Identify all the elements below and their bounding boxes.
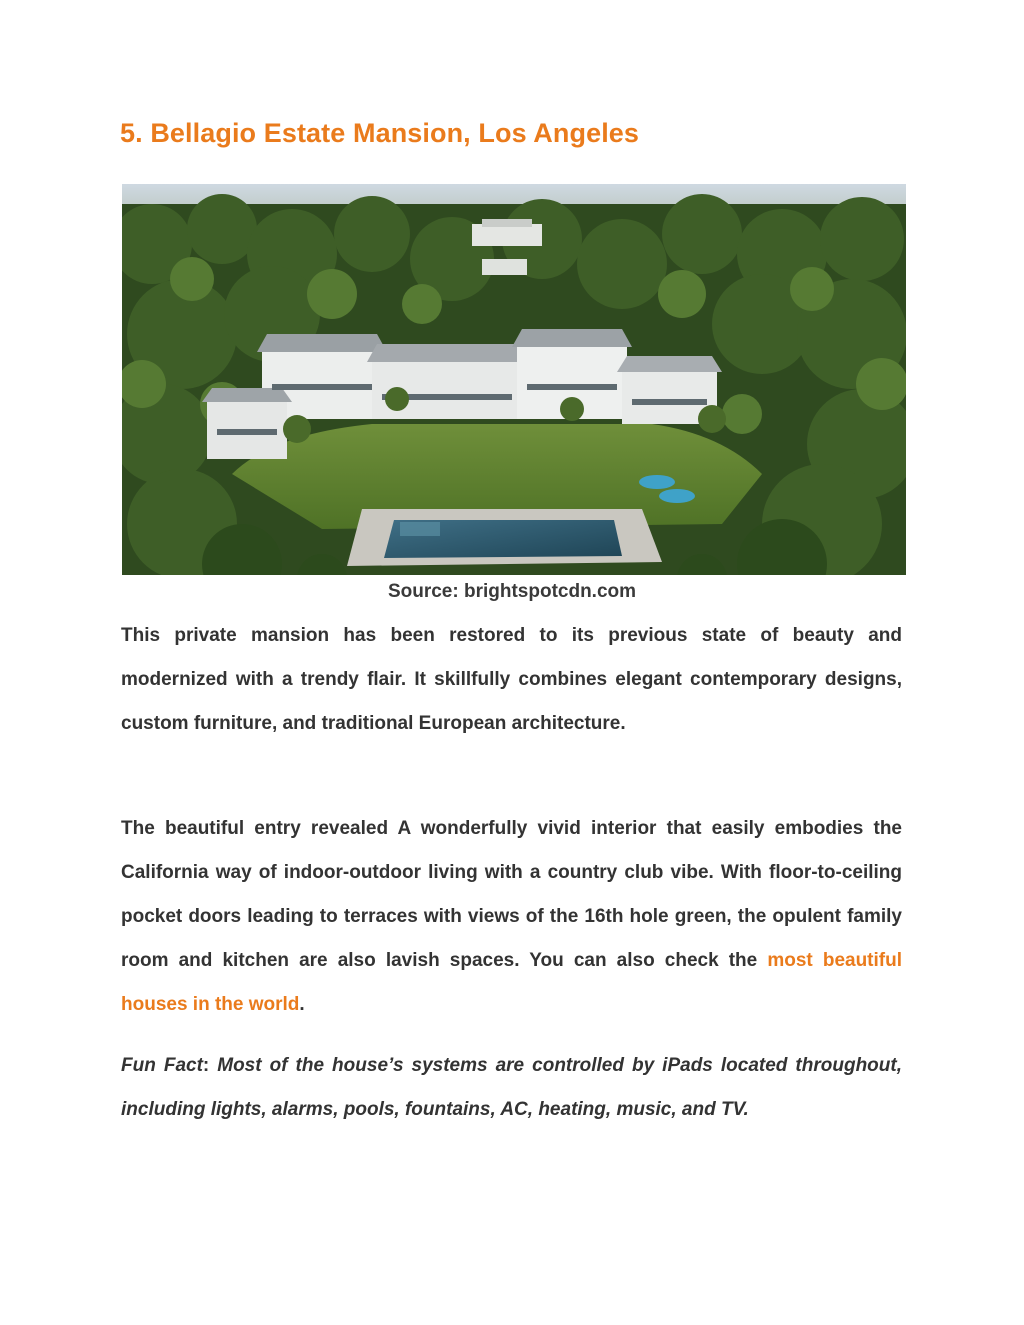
fun-fact-label: Fun Fact xyxy=(121,1055,203,1076)
article-heading: 5. Bellagio Estate Mansion, Los Angeles xyxy=(120,118,640,148)
paragraph-intro: This private mansion has been restored to its previous state of beauty and modernized with a trendy flair. It skillfully combines elegant contemporary designs, custom furniture, and traditional European architecture. xyxy=(121,625,902,734)
paragraph-interior-text: The beautiful entry revealed A wonderfully vivid interior that easily embodies the California way of indoor-outdoor living with a country club vibe. With floor-to-ceiling pocket doors leading to terraces with views of the 16th hole green, the opulent family room and kitchen are also lavish spaces. You can also check the xyxy=(121,818,902,971)
fun-fact-paragraph xyxy=(121,1044,902,1132)
fun-fact-colon: : xyxy=(202,1055,210,1076)
paragraph-interior-end: . xyxy=(299,994,305,1015)
mansion-photo xyxy=(122,184,906,575)
most-beautiful-houses-link[interactable]: most beautiful houses in the world xyxy=(121,950,902,1015)
fun-fact-text: Most of the house’s systems are controlled by iPads located throughout, including lights, alarms, pools, fountains, AC, heating, music, and TV. xyxy=(121,1055,902,1120)
paragraph-interior xyxy=(121,807,902,1027)
image-caption: Source: brightspotcdn.com xyxy=(387,581,637,602)
